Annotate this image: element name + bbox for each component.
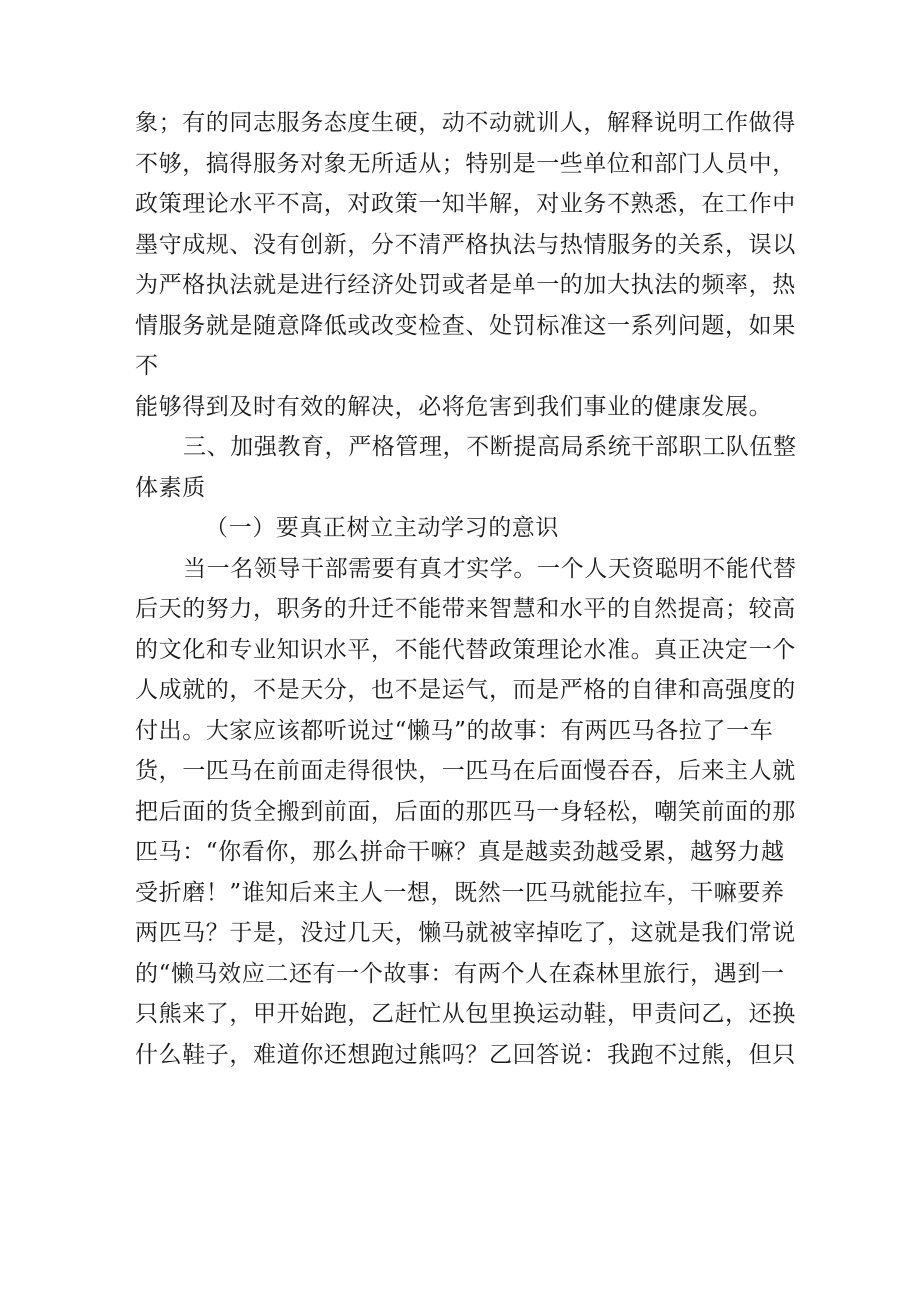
body-text — [135, 103, 795, 1075]
text-line: 只熊来了，甲开始跑，乙赶忙从包里换运动鞋，甲责问乙，还换 — [135, 1001, 796, 1027]
text-line: 受折磨！”谁知后来主人一想，既然一匹马就能拉车，干嘛要养 — [135, 879, 785, 906]
text-line: 什么鞋子，难道你还想跑过熊吗？乙回答说：我跑不过熊，但只 — [135, 1041, 796, 1068]
text-line: 付出。大家应该都听说过“懒马”的故事：有两匹马各拉了一车 — [135, 717, 774, 744]
text-line: 象；有的同志服务态度生硬，动不动就训人，解释说明工作做得 — [135, 110, 796, 136]
text-line: 两匹马？于是，没过几天，懒马就被宰掉吃了，这就是我们常说 — [135, 920, 796, 946]
subsection-heading: （一）要真正树立主动学习的意识 — [205, 515, 559, 541]
text-line: 不够，搞得服务对象无所适从；特别是一些单位和部门人员中， — [135, 150, 796, 177]
text-line: 能够得到及时有效的解决，必将危害到我们事业的健康发展。 — [135, 393, 773, 420]
text-line: 匹马：“你看你，那么拼命干嘛？真是越卖劲越受累，越努力越 — [135, 839, 785, 865]
paragraph-start: 当一名领导干部需要有真才实学。一个人天资聪明不能代替 — [183, 555, 797, 582]
text-line: 的“懒马效应二还有一个故事：有两个人在森林里旅行，遇到一 — [135, 960, 785, 987]
text-line: 把后面的货全搬到前面，后面的那匹马一身轻松，嘲笑前面的那 — [135, 798, 796, 825]
text-line: 人成就的，不是天分，也不是运气，而是严格的自律和高强度的 — [135, 677, 796, 703]
text-line: 情服务就是随意降低或改变检查、处罚标准这一系列问题，如果 — [135, 312, 796, 339]
section-heading: 三、加强教育，严格管理，不断提高局系统干部职工队伍整 — [183, 434, 797, 460]
text-line: 为严格执法就是进行经济处罚或者是单一的加大执法的频率，热 — [135, 272, 796, 298]
text-line: 后天的努力，职务的升迁不能带来智慧和水平的自然提高；较高 — [135, 596, 796, 622]
text-line: 不 — [135, 353, 159, 379]
text-line: 货，一匹马在前面走得很快，一匹马在后面慢吞吞，后来主人就 — [135, 758, 796, 784]
text-line: 墨守成规、没有创新，分不清严格执法与热情服务的关系，误以 — [135, 231, 796, 258]
section-heading-continued: 体素质 — [135, 474, 206, 501]
text-line: 政策理论水平不高，对政策一知半解，对业务不熟悉，在工作中 — [135, 191, 796, 217]
text-line: 的文化和专业知识水平，不能代替政策理论水准。真正决定一个 — [135, 636, 796, 663]
